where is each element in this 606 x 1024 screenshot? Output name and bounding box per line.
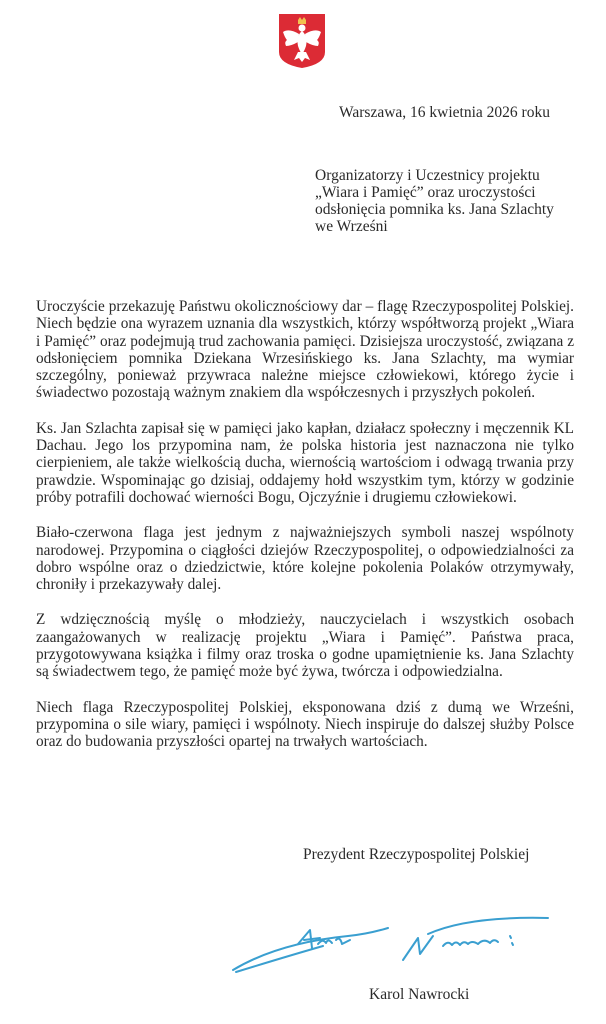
handwritten-signature — [228, 888, 558, 988]
polish-eagle-emblem — [277, 12, 327, 70]
signatory-title: Prezydent Rzeczypospolitej Polskiej — [303, 846, 530, 863]
date-line: Warszawa, 16 kwietnia 2026 roku — [339, 104, 550, 121]
signatory-name: Karol Nawrocki — [369, 986, 470, 1003]
body-paragraph: Niech flaga Rzeczypospolitej Polskiej, eksponowana dziś z dumą we Wrześni, przypomina o sile wiary, pamięci i wspólnoty. Niech inspiruje do dalszej służby Polsce oraz do budowania przyszłości opartej na trwałych wartościach. — [36, 698, 574, 751]
addressee-line: Organizatorzy i Uczestnicy projektu — [315, 167, 540, 184]
body-paragraph: Ks. Jan Szlachta zapisał się w pamięci jako kapłan, działacz społeczny i męczennik KL Dachau. Jego los przypomina nam, że polska historia jest naznaczona nie tylko cierpieniem, ale także wielkością ducha, wiernością wartościom i odwagą trwania przy prawdzie. Wspominając go dzisiaj, oddajemy hołd wszystkim tym, którzy w godzinie próby potrafili dochować wierności Bogu, Ojczyźnie i drugiemu człowiekowi. — [36, 419, 574, 506]
body-paragraph: Biało-czerwona flaga jest jednym z najważniejszych symboli naszej wspólnoty narodowej. Przypomina o ciągłości dziejów Rzeczypospolitej, o odpowiedzialności za dobro wspólne oraz o dziedzictwie, które kolejne pokolenia Polaków otrzymywały, chroniły i przekazywały dalej. — [36, 524, 574, 594]
addressee-line: we Wrześni — [315, 218, 388, 235]
body-paragraph: Z wdzięcznością myślę o młodzieży, nauczycielach i wszystkich osobach zaangażowanych w realizację projektu „Wiara i Pamięć”. Państwa praca, przygotowywana książka i filmy oraz troska o godne upamiętnienie ks. Jana Szlachty są świadectwem tego, że pamięć może być żywa, twórcza i odpowiedzialna. — [36, 611, 574, 681]
body-paragraph: Uroczyście przekazuję Państwu okolicznościowy dar – flagę Rzeczypospolitej Polskiej. Niech będzie ona wyrazem uznania dla wszystkich, którzy współtworzą projekt „Wiara i Pamięć” oraz podejmują trud zachowania pamięci. Dzisiejsza uroczystość, związana z odsłonięciem pomnika Dziekana Wrzesińskiego ks. Jana Szlachty, ma wymiar szczególny, ponieważ przywraca należne miejsce człowiekowi, którego życie i świadectwo pozostają ważnym znakiem dla współczesnych i przyszłych pokoleń. — [36, 298, 574, 402]
addressee-line: „Wiara i Pamięć” oraz uroczystości — [315, 184, 536, 201]
letter-body — [36, 298, 574, 769]
addressee-block — [315, 167, 554, 235]
addressee-line: odsłonięcia pomnika ks. Jana Szlachty — [315, 201, 554, 218]
